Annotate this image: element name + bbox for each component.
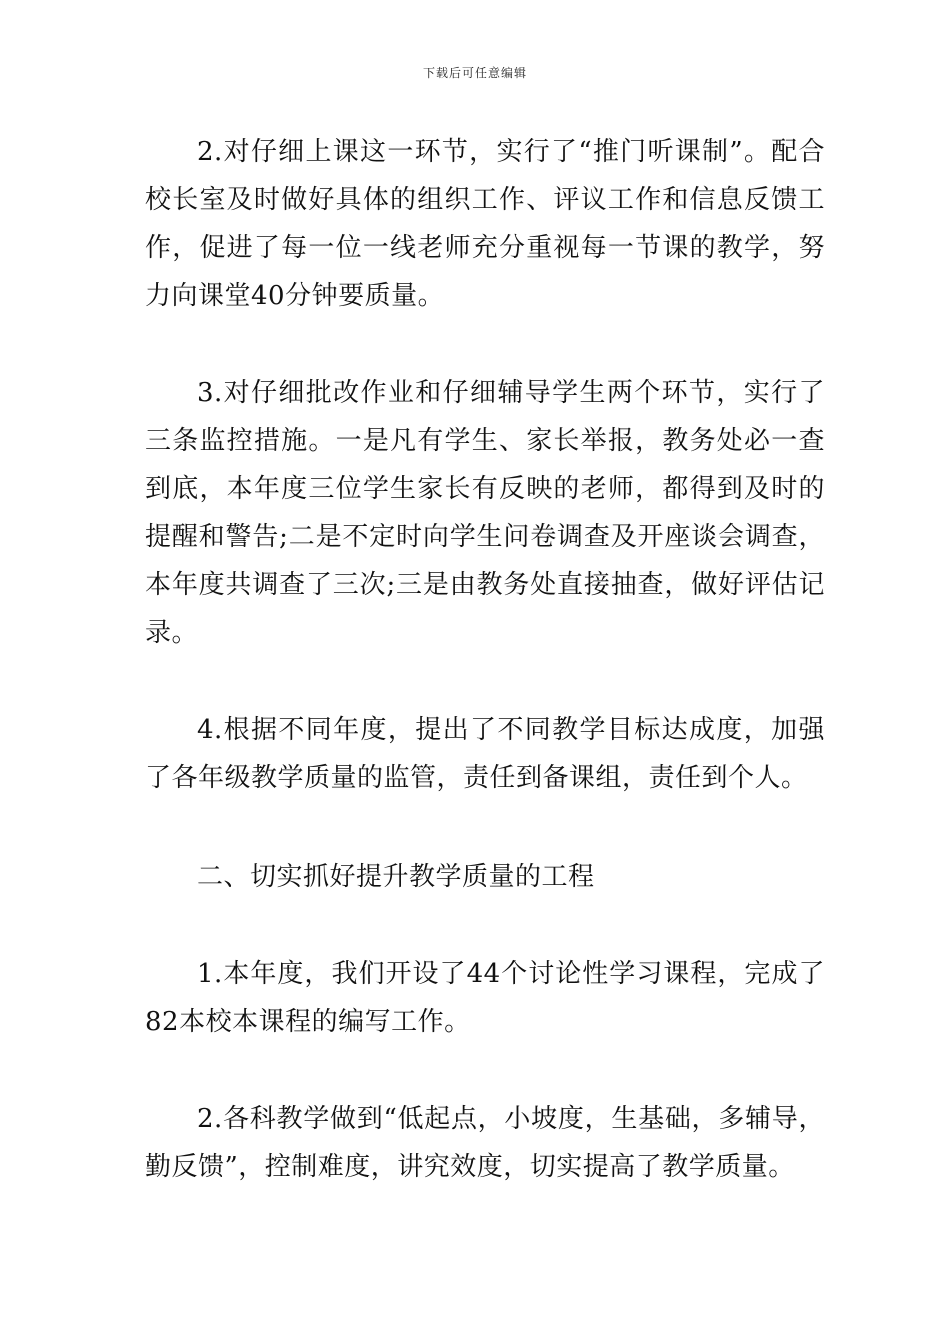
document-body bbox=[145, 128, 825, 1191]
paragraph-section2-item-2: 2.各科教学做到“低起点，小坡度，生基础，多辅导，勤反馈”，控制难度，讲究效度，切实提高了教学质量。 bbox=[145, 1104, 825, 1182]
paragraph-item-4: 4.根据不同年度，提出了不同教学目标达成度，加强了各年级教学质量的监管，责任到备课组，责任到个人。 bbox=[145, 715, 825, 793]
header-note: 下载后可任意编辑 bbox=[422, 66, 527, 80]
paragraph-item-2: 2.对仔细上课这一环节，实行了“推门听课制”。配合校长室及时做好具体的组织工作、评议工作和信息反馈工作，促进了每一位一线老师充分重视每一节课的教学，努力向课堂40分钟要质量。 bbox=[145, 137, 825, 311]
paragraph-item-3: 3.对仔细批改作业和仔细辅导学生两个环节，实行了三条监控措施。一是凡有学生、家长举报，教务处必一查到底，本年度三位学生家长有反映的老师，都得到及时的提醒和警告;二是不定时向学生问卷调查及开座谈会调查，本年度共调查了三次;三是由教务处直接抽查，做好评估记录。 bbox=[145, 378, 825, 648]
section-heading: 二、切实抓好提升教学质量的工程 bbox=[197, 862, 595, 892]
paragraph-section2-item-1: 1.本年度，我们开设了44个讨论性学习课程，完成了82本校本课程的编写工作。 bbox=[145, 959, 825, 1037]
